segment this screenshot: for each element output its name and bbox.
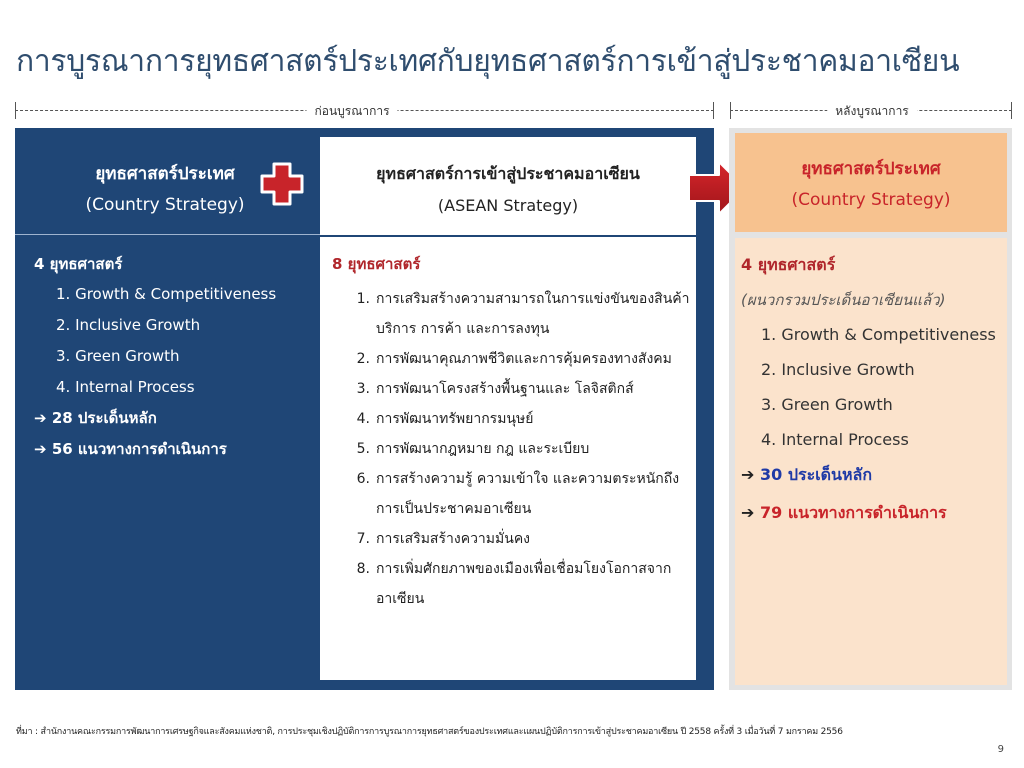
guidelines-line — [741, 502, 1006, 540]
after-bracket — [730, 101, 1012, 121]
key-issues-text: 30 ประเด็นหลัก — [759, 465, 872, 484]
asean-strategy-heading: 8 ยุทธศาสตร์ — [332, 255, 421, 273]
guidelines-line — [34, 439, 314, 470]
country-strategy-title-en: (Country Strategy) — [85, 195, 245, 215]
list-item — [332, 344, 692, 374]
country-strategy-title-th: ยุทธศาสตร์ประเทศ — [95, 164, 235, 184]
arrow-right-icon: ➔ — [34, 409, 47, 427]
list-item — [332, 524, 692, 554]
after-strategy-title-th: ยุทธศาสตร์ประเทศ — [801, 159, 941, 179]
country-strategy-heading: 4 ยุทธศาสตร์ — [34, 255, 123, 273]
asean-strategy-header — [320, 137, 696, 235]
arrow-right-icon: ➔ — [741, 465, 755, 484]
list-item: 3. Green Growth — [56, 347, 180, 365]
item-number: 4. — [356, 411, 370, 427]
list-item — [332, 434, 692, 464]
item-number: 2. — [356, 351, 370, 367]
asean-strategy-title-th: ยุทธศาสตร์การเข้าสู่ประชาคมอาเซียน — [376, 164, 640, 183]
asean-strategy-list — [332, 252, 692, 614]
after-label: หลังบูรณาการ — [827, 101, 917, 121]
list-item: 4. Internal Process — [56, 378, 195, 396]
item-number: 3. — [356, 381, 370, 397]
asean-strategy-title-en: (ASEAN Strategy) — [437, 196, 579, 215]
item-number: 6. — [356, 471, 370, 487]
after-strategy-subheading: (ผนวกรวมประเด็นอาเซียนแล้ว) — [741, 291, 946, 309]
item-text: การสร้างความรู้ ความเข้าใจ และความตระหนักถึง การเป็นประชาคมอาเซียน — [376, 471, 680, 517]
item-text: การเพิ่มศักยภาพของเมืองเพื่อเชื่อมโยงโอกาสจาก อาเซียน — [376, 561, 672, 607]
after-strategy-heading: 4 ยุทธศาสตร์ — [741, 255, 836, 274]
key-issues-text: 28 ประเด็นหลัก — [51, 409, 157, 427]
list-item — [332, 404, 692, 434]
list-item: 4. Internal Process — [761, 430, 909, 449]
list-item: 3. Green Growth — [761, 395, 893, 414]
item-text: การพัฒนาโครงสร้างพื้นฐานและ โลจิสติกส์ — [376, 381, 634, 397]
arrow-right-icon: ➔ — [741, 503, 755, 522]
item-text: การพัฒนาทรัพยากรมนุษย์ — [376, 411, 534, 427]
key-issues-line — [741, 464, 1006, 502]
arrow-right-icon: ➔ — [34, 440, 47, 458]
list-item: 1. Growth & Competitiveness — [761, 325, 996, 344]
source-note: ที่มา : สำนักงานคณะกรรมการพัฒนาการเศรษฐกิจและสังคมแห่งชาติ, การประชุมเชิงปฏิบัติการการบูรณาการยุทธศาสตร์ของประเทศและแผนปฏิบัติการการเข้าสู่ประชาคมอาเซียน ปี 2558 ครั้งที่ 3 เมื่อวันที่ 7 มกราคม 2556 — [16, 727, 843, 737]
list-item — [332, 284, 692, 344]
item-number: 7. — [356, 531, 370, 547]
page-number: 9 — [997, 744, 1004, 755]
country-divider — [15, 234, 320, 235]
guidelines-text: 56 แนวทางการดำเนินการ — [51, 440, 227, 458]
item-text: การเสริมสร้างความสามารถในการแข่งขันของสินค้า บริการ การค้า และการลงทุน — [376, 291, 690, 337]
asean-divider — [320, 235, 696, 237]
guidelines-text: 79 แนวทางการดำเนินการ — [759, 503, 947, 522]
after-strategy-header — [735, 133, 1007, 232]
plus-icon — [258, 160, 306, 208]
list-item — [332, 554, 692, 614]
list-item — [332, 374, 692, 404]
list-item: 1. Growth & Competitiveness — [56, 285, 277, 303]
item-text: การเสริมสร้างความมั่นคง — [376, 531, 531, 547]
list-item — [332, 464, 692, 524]
before-bracket — [15, 101, 714, 121]
key-issues-line — [34, 408, 314, 439]
item-text: การพัฒนาคุณภาพชีวิตและการคุ้มครองทางสังคม — [376, 351, 672, 367]
country-strategy-list — [34, 252, 314, 470]
item-number: 5. — [356, 441, 370, 457]
after-strategy-title-en: (Country Strategy) — [791, 190, 951, 210]
before-label: ก่อนบูรณาการ — [306, 101, 397, 121]
list-item: 2. Inclusive Growth — [761, 360, 915, 379]
list-item: 2. Inclusive Growth — [56, 316, 201, 334]
item-text: การพัฒนากฎหมาย กฎ และระเบียบ — [376, 441, 590, 457]
after-strategy-list — [741, 253, 1006, 540]
item-number: 1. — [356, 291, 370, 307]
item-number: 8. — [356, 561, 370, 577]
page-title: การบูรณาการยุทธศาสตร์ประเทศกับยุทธศาสตร์การเข้าสู่ประชาคมอาเซียน — [16, 44, 960, 79]
